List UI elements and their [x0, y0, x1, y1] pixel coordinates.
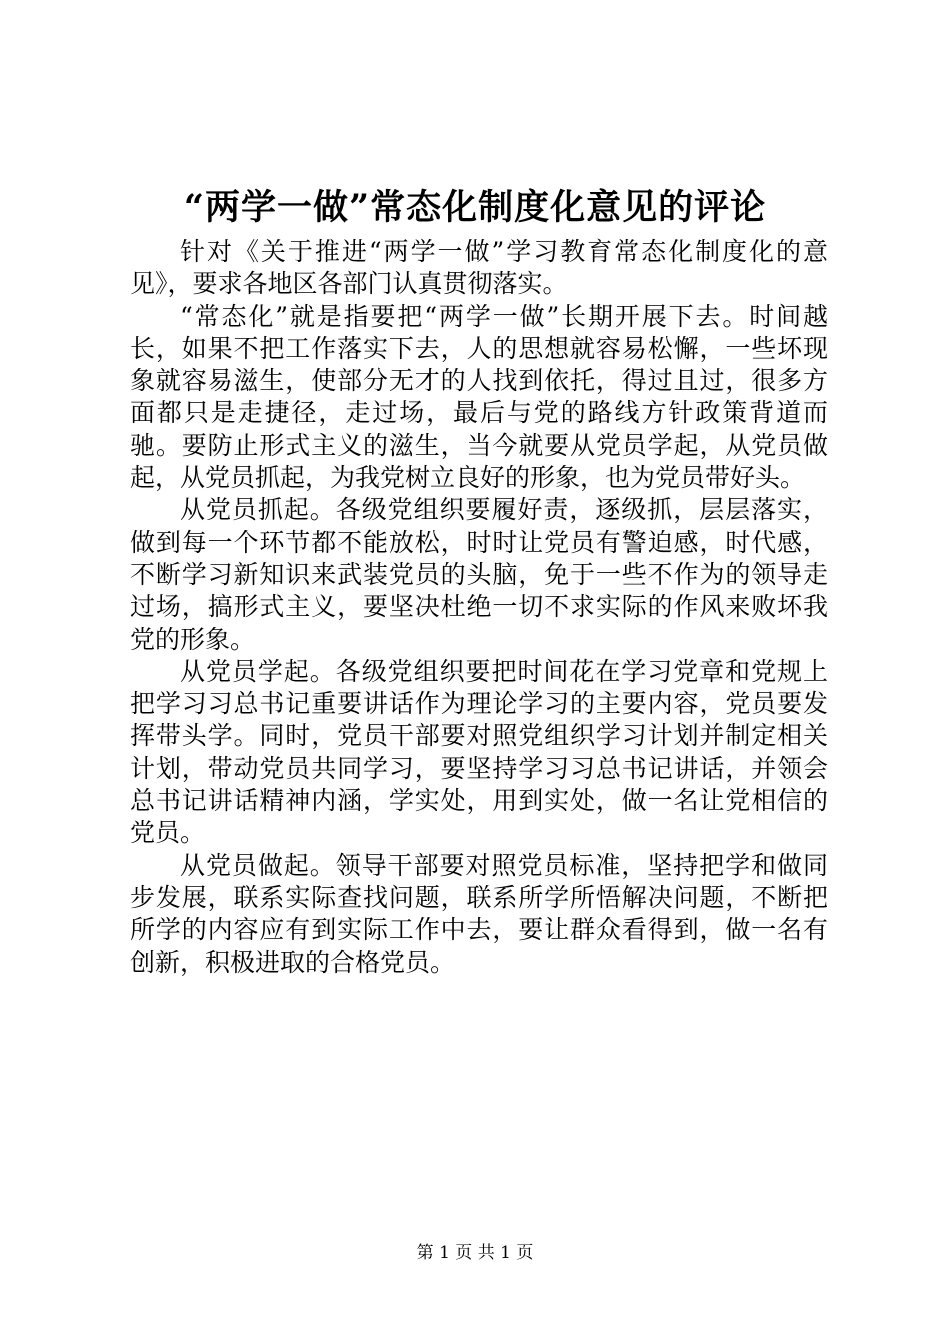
paragraph: 从党员抓起。各级党组织要履好责，逐级抓，层层落实，做到每一个环节都不能放松，时时让党员有警迫感，时代感，不断学习新知识来武装党员的头脑，免于一些不作为的领导走过场，搞形式主义，要坚决杜绝一切不求实际的作风来败坏我党的形象。: [130, 495, 828, 654]
paragraph: 从党员做起。领导干部要对照党员标准，坚持把学和做同步发展，联系实际查找问题，联系所学所悟解决问题，不断把所学的内容应有到实际工作中去，要让群众看得到，做一名有创新，积极进取的合格党员。: [130, 850, 828, 977]
paragraph: 从党员学起。各级党组织要把时间花在学习党章和党规上把学习习总书记重要讲话作为理论学习的主要内容，党员要发挥带头学。同时，党员干部要对照党组织学习计划并制定相关计划，带动党员共同学习，要坚持学习习总书记讲话，并领会总书记讲话精神内涵，学实处，用到实处，做一名让党相信的党员。: [130, 656, 828, 848]
page-footer: 第 1 页 共 1 页: [416, 1243, 534, 1263]
document-body: [130, 236, 828, 979]
paragraph: 针对《关于推进“两学一做”学习教育常态化制度化的意见》，要求各地区各部门认真贯彻落实。: [130, 237, 828, 299]
paragraph: “常态化”就是指要把“两学一做”长期开展下去。时间越长，如果不把工作落实下去，人的思想就容易松懈，一些坏现象就容易滋生，使部分无才的人找到依托，得过且过，很多方面都只是走捷径，走过场，最后与党的路线方针政策背道而驰。要防止形式主义的滋生，当今就要从党员学起，从党员做起，从党员抓起，为我党树立良好的形象，也为党员带好头。: [130, 301, 828, 493]
document-title: “两学一做”常态化制度化意见的评论: [183, 187, 767, 228]
